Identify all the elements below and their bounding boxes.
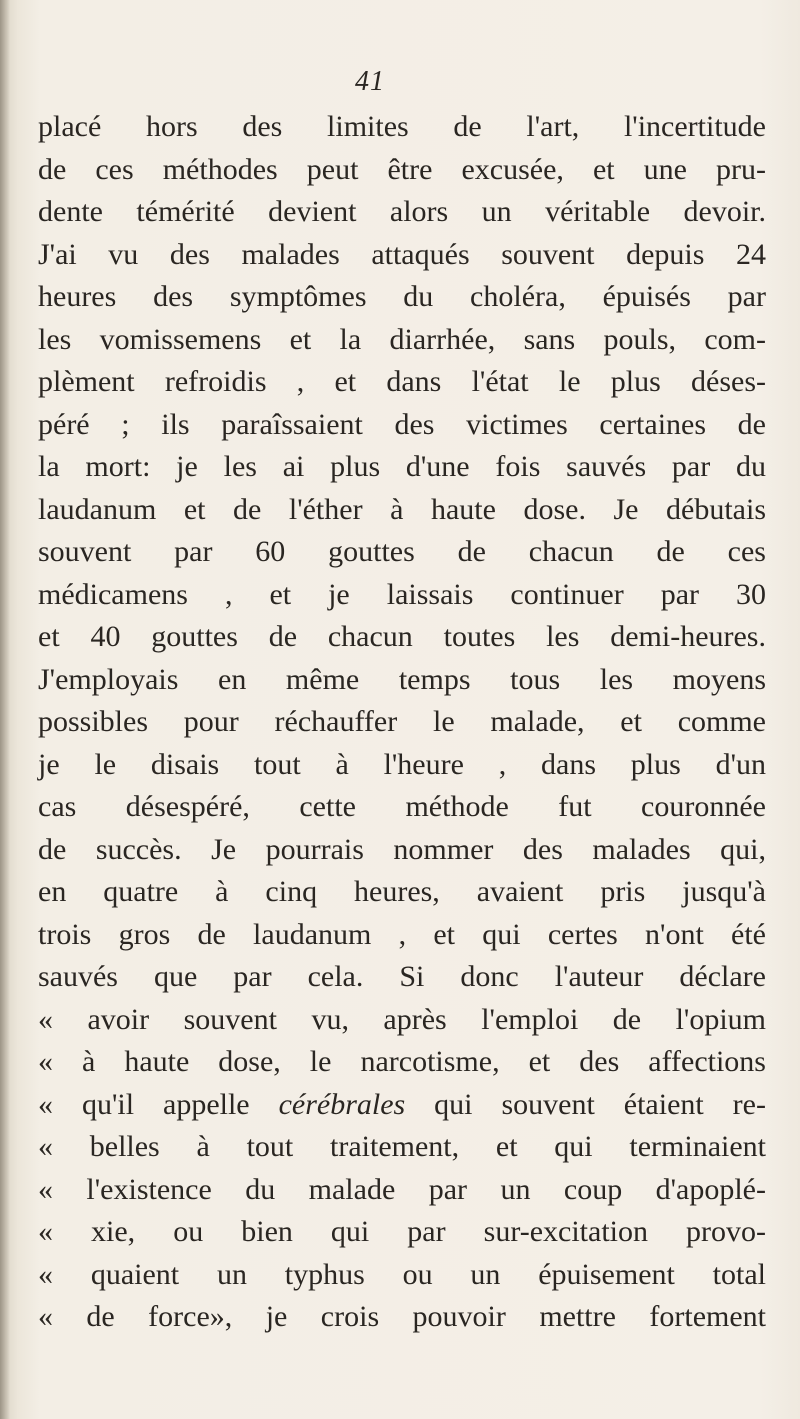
text-line: je le disais tout à l'heure , dans plus d'un	[38, 747, 766, 781]
text-line: « l'existence du malade par un coup d'apoplé-	[38, 1172, 766, 1206]
text-line: sauvés que par cela. Si donc l'auteur déclare	[38, 960, 766, 993]
text-line: « avoir souvent vu, après l'emploi de l'opium	[38, 1002, 766, 1036]
page-binding-edge	[0, 0, 10, 1419]
italic-term: cérébrales	[278, 1087, 406, 1121]
text-line: plèment refroidis , et dans l'état le plus déses-	[38, 365, 766, 398]
text-line: cas désespéré, cette méthode fut couronnée	[38, 790, 766, 823]
text-line: « de force», je crois pouvoir mettre fortement	[38, 1300, 766, 1333]
text-line: « à haute dose, le narcotisme, et des affections	[38, 1045, 766, 1078]
text-line: les vomissemens et la diarrhée, sans pouls, com-	[38, 322, 766, 356]
text-line: « quaient un typhus ou un épuisement total	[38, 1257, 766, 1291]
text-line: dente témérité devient alors un véritable devoir.	[38, 195, 766, 228]
line-segment: « qu'il appelle	[38, 1087, 279, 1121]
text-line: J'ai vu des malades attaqués souvent depuis 24	[38, 237, 766, 271]
text-line: médicamens , et je laissais continuer par 30	[38, 577, 766, 611]
text-line: de ces méthodes peut être excusée, et une pru-	[38, 152, 766, 186]
text-line: de succès. Je pourrais nommer des malades qui,	[38, 832, 766, 866]
body-text	[38, 106, 766, 1339]
text-line: péré ; ils paraîssaient des victimes certaines de	[38, 407, 766, 441]
text-line: « xie, ou bien qui par sur-excitation provo-	[38, 1215, 766, 1248]
line-segment: qui souvent étaient re-	[405, 1087, 766, 1121]
text-line: « belles à tout traitement, et qui terminaient	[38, 1130, 766, 1163]
text-line: possibles pour réchauffer le malade, et comme	[38, 705, 766, 738]
text-line: la mort: je les ai plus d'une fois sauvés par du	[38, 450, 766, 483]
text-line: souvent par 60 gouttes de chacun de ces	[38, 535, 766, 568]
text-line: en quatre à cinq heures, avaient pris jusqu'à	[38, 875, 766, 908]
page-number: 41	[355, 66, 385, 97]
text-line: et 40 gouttes de chacun toutes les demi-heures.	[38, 620, 766, 653]
text-line-with-italic	[38, 1084, 766, 1127]
text-line: heures des symptômes du choléra, épuisés par	[38, 280, 766, 313]
text-line: placé hors des limites de l'art, l'incertitude	[38, 110, 766, 143]
text-line: J'employais en même temps tous les moyens	[38, 662, 766, 696]
text-line: trois gros de laudanum , et qui certes n'ont été	[38, 917, 766, 951]
text-line: laudanum et de l'éther à haute dose. Je débutais	[38, 492, 766, 526]
